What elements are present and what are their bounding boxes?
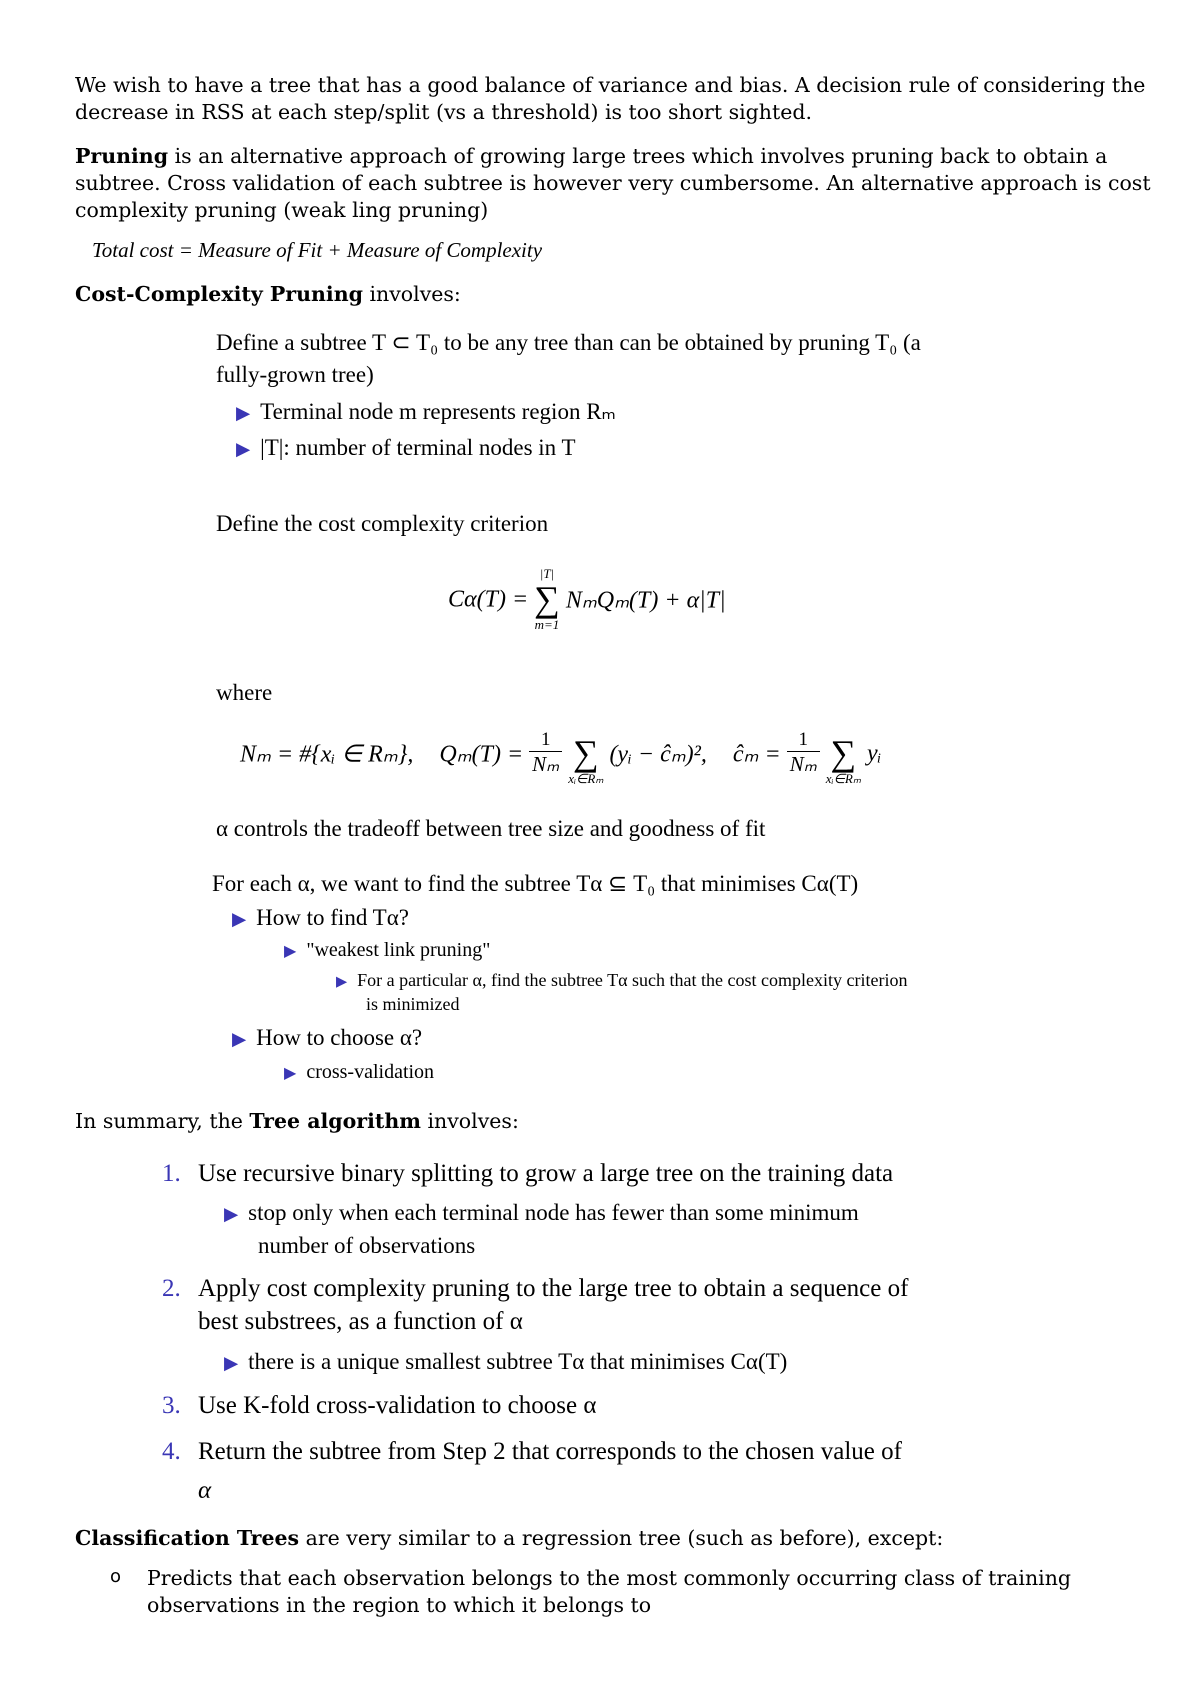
triangle-bullet-icon: ▶ xyxy=(236,439,251,459)
nm-definition: Nₘ = #{xᵢ ∈ Rₘ}, xyxy=(240,741,414,768)
particular-alpha-line-2: is minimized xyxy=(366,994,460,1014)
step-1 xyxy=(162,1158,893,1191)
how-find-item xyxy=(232,903,409,933)
define-criterion: Define the cost complexity criterion xyxy=(216,511,549,536)
summary-heading xyxy=(75,1108,519,1135)
step-3-text: Use K-fold cross-validation to choose α xyxy=(198,1392,597,1419)
step-1-sub xyxy=(224,1198,859,1228)
for-each-alpha: For each α, we want to find the subtree Tα ⊆ T₀ that minimises Cα(T) xyxy=(212,871,859,896)
summary-term: Tree algorithm xyxy=(249,1109,421,1133)
sum-lower: m=1 xyxy=(534,617,560,633)
ccp-term: Cost-Complexity Pruning xyxy=(75,282,363,306)
criterion-lhs: Cα(T) = xyxy=(448,586,529,613)
step-1-sub-line-2: number of observations xyxy=(258,1233,476,1258)
particular-alpha-text: For a particular α, find the subtree Tα such that the cost complexity criterion xyxy=(357,970,908,990)
step-2-sub xyxy=(224,1347,787,1377)
cm-lhs: ĉₘ = xyxy=(732,741,781,768)
ccp-heading xyxy=(75,281,461,308)
fraction-numerator: 1 xyxy=(540,729,551,751)
particular-alpha-item xyxy=(336,969,907,992)
pruning-line-3: complexity pruning (weak ling pruning) xyxy=(75,198,489,222)
sum-sign xyxy=(826,721,861,787)
pruning-term: Pruning xyxy=(75,144,169,168)
sum-upper: |T| xyxy=(539,566,555,581)
triangle-bullet-icon: ▶ xyxy=(284,943,297,960)
total-cost-formula: Total cost = Measure of Fit + Measure of Complexity xyxy=(92,238,543,262)
definitions-formula xyxy=(240,721,881,787)
subtree-bullet-1-text: Terminal node m represents region Rₘ xyxy=(260,399,616,424)
pruning-line-1-rest: is an alternative approach of growing large trees which involves pruning back to obtain a xyxy=(168,144,1108,168)
sum-sign xyxy=(568,721,603,787)
cross-validation-text: cross-validation xyxy=(306,1061,435,1083)
sum-range: xᵢ∈Rₘ xyxy=(825,771,861,787)
triangle-bullet-icon: ▶ xyxy=(336,974,348,990)
sum-range: xᵢ∈Rₘ xyxy=(568,771,604,787)
classification-rest: are very similar to a regression tree (such as before), except: xyxy=(299,1526,944,1550)
step-number: 3. xyxy=(162,1392,181,1419)
triangle-bullet-icon: ▶ xyxy=(232,909,247,929)
alpha-controls: α controls the tradeoff between tree size and goodness of fit xyxy=(216,816,766,841)
fraction-denominator: Nₘ xyxy=(529,751,562,777)
subtree-bullet-2-text: |T|: number of terminal nodes in T xyxy=(260,435,576,460)
step-1-sub-text: stop only when each terminal node has fewer than some minimum xyxy=(248,1200,859,1225)
how-choose-text: How to choose α? xyxy=(256,1025,423,1050)
sigma-icon: ∑ xyxy=(830,733,857,774)
cm-body: yᵢ xyxy=(866,740,882,767)
intro-line-1: We wish to have a tree that has a good balance of variance and bias. A decision rule of considering the xyxy=(75,73,1146,97)
pruning-line-2: subtree. Cross validation of each subtree is however very cumbersome. An alternative approach is cost xyxy=(75,171,1151,195)
triangle-bullet-icon: ▶ xyxy=(224,1353,239,1373)
step-1-text: Use recursive binary splitting to grow a large tree on the training data xyxy=(198,1160,894,1187)
step-2-line-2: best substrees, as a function of α xyxy=(198,1308,523,1335)
criterion-formula xyxy=(448,567,726,633)
triangle-bullet-icon: ▶ xyxy=(224,1204,239,1224)
how-choose-item xyxy=(232,1023,422,1053)
step-number: 1. xyxy=(162,1160,181,1187)
step-number: 2. xyxy=(162,1275,181,1302)
where-label: where xyxy=(216,680,273,705)
step-4 xyxy=(162,1436,902,1469)
triangle-bullet-icon: ▶ xyxy=(284,1065,297,1082)
classification-term: Classification Trees xyxy=(75,1526,300,1550)
define-subtree-line-1: Define a subtree T ⊂ T₀ to be any tree than can be obtained by pruning T₀ (a xyxy=(216,330,921,355)
fraction-numerator: 1 xyxy=(798,729,808,751)
triangle-bullet-icon: ▶ xyxy=(236,403,251,423)
intro-line-2: decrease in RSS at each step/split (vs a threshold) is too short sighted. xyxy=(75,100,813,124)
subtree-bullet-1 xyxy=(236,397,616,427)
sum-sign xyxy=(534,567,560,633)
step-2-text: Apply cost complexity pruning to the large tree to obtain a sequence of xyxy=(198,1275,909,1302)
ccp-rest: involves: xyxy=(362,282,461,306)
weakest-link-item xyxy=(284,937,490,963)
step-2 xyxy=(162,1273,908,1306)
weakest-link-text: "weakest link pruning" xyxy=(306,939,491,961)
pruning-line-1 xyxy=(75,143,1107,170)
how-find-text: How to find Tα? xyxy=(256,905,409,930)
predicts-line-2: observations in the region to which it belongs to xyxy=(147,1593,652,1617)
predicts-line-1: Predicts that each observation belongs to the most commonly occurring class of training xyxy=(147,1566,1072,1590)
circle-bullet-icon: o xyxy=(110,1566,122,1587)
step-4-line-2: α xyxy=(198,1477,212,1504)
step-3 xyxy=(162,1390,596,1423)
step-4-text: Return the subtree from Step 2 that corresponds to the chosen value of xyxy=(198,1438,902,1465)
cross-validation-item xyxy=(284,1059,434,1085)
summary-pre: In summary, the xyxy=(75,1109,250,1133)
define-subtree-line-2: fully-grown tree) xyxy=(216,362,374,387)
step-number: 4. xyxy=(162,1438,181,1465)
triangle-bullet-icon: ▶ xyxy=(232,1029,247,1049)
step-2-sub-text: there is a unique smallest subtree Tα that minimises Cα(T) xyxy=(248,1349,788,1374)
qm-lhs: Qₘ(T) = xyxy=(439,741,524,768)
sigma-icon: ∑ xyxy=(534,579,560,620)
summary-post: involves: xyxy=(420,1109,519,1133)
cm-fraction xyxy=(787,730,820,777)
criterion-body: NₘQₘ(T) + α|T| xyxy=(565,587,726,614)
qm-fraction xyxy=(529,730,562,777)
subtree-bullet-2 xyxy=(236,433,576,463)
qm-body: (yᵢ − ĉₘ)², xyxy=(609,741,707,768)
fraction-denominator: Nₘ xyxy=(787,751,820,777)
sigma-icon: ∑ xyxy=(573,733,599,774)
classification-heading xyxy=(75,1525,943,1552)
